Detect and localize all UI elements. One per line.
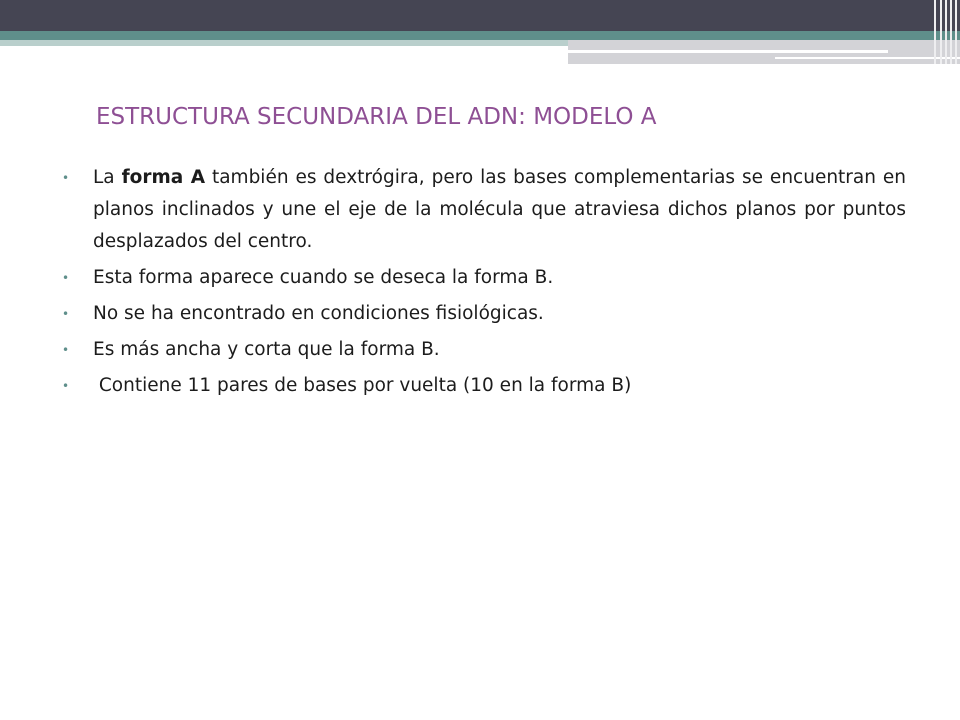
bullet-dot-icon: • (62, 379, 70, 393)
bullet-text: Es más ancha y corta que la forma B. (93, 339, 440, 360)
slide-title: ESTRUCTURA SECUNDARIA DEL ADN: MODELO A (96, 104, 657, 130)
bullet-dot-icon: • (62, 171, 70, 185)
bullet-text: No se ha encontrado en condiciones fisiológicas. (93, 303, 544, 324)
bullet-item (60, 298, 906, 330)
top-teal-bar (0, 31, 960, 40)
bullet-item (60, 334, 906, 366)
bullet-list (60, 162, 906, 406)
bullet-item (60, 262, 906, 294)
top-white-line (568, 50, 888, 53)
right-decorative-stripes (930, 0, 960, 64)
top-dark-bar (0, 0, 960, 31)
bullet-text-after: también es dextrógira, pero las bases complementarias se encuentran en planos inclinados y une el eje de la molécula que atraviesa dichos planos por puntos desplazados del centro. (93, 167, 906, 252)
bullet-text-bold: forma A (121, 167, 206, 188)
bullet-text: Contiene 11 pares de bases por vuelta (10 en la forma B) (93, 375, 632, 396)
bullet-text: Esta forma aparece cuando se deseca la forma B. (93, 267, 554, 288)
bullet-dot-icon: • (62, 307, 70, 321)
top-teal-light-bar (0, 40, 568, 46)
bullet-item (60, 370, 906, 402)
bullet-dot-icon: • (62, 271, 70, 285)
bullet-text-before: La (93, 167, 122, 188)
bullet-dot-icon: • (62, 343, 70, 357)
bullet-item (60, 162, 906, 258)
